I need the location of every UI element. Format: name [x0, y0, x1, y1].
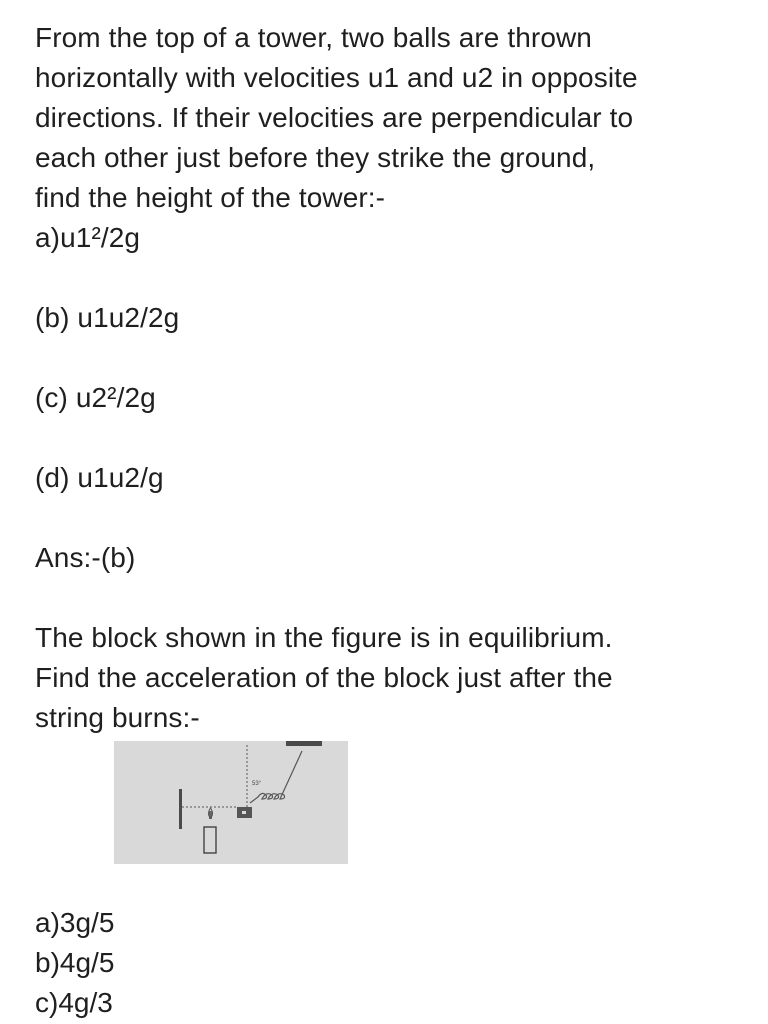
- block-marking: [242, 811, 246, 814]
- question-2-option-c: c)4g/3: [35, 987, 113, 1018]
- question-1-option-b: (b) u1u2/2g: [35, 302, 180, 333]
- question-2-line-2: Find the acceleration of the block just after the: [35, 662, 613, 693]
- question-1-option-d: (d) u1u2/g: [35, 462, 164, 493]
- question-1-line-1: From the top of a tower, two balls are thrown: [35, 22, 592, 53]
- angle-label: 53°: [252, 781, 262, 787]
- question-1-answer: Ans:-(b): [35, 542, 136, 573]
- question-2-line-3: string burns:-: [35, 702, 200, 733]
- question-1-option-a: a)u1²/2g: [35, 222, 141, 253]
- document-body: [35, 18, 735, 738]
- ceiling-support: [286, 741, 322, 746]
- question-1-line-4: each other just before they strike the ground,: [35, 142, 596, 173]
- equilibrium-figure: [114, 741, 348, 864]
- wall: [179, 789, 182, 829]
- question-2-text: [35, 618, 735, 738]
- question-2-options: [35, 903, 114, 1023]
- question-2-line-1: The block shown in the figure is in equilibrium.: [35, 622, 613, 653]
- question-1-option-c: (c) u2²/2g: [35, 382, 156, 413]
- question-2-option-a: a)3g/5: [35, 907, 115, 938]
- candle-body: [204, 827, 216, 853]
- equilibrium-diagram: [114, 741, 348, 864]
- question-1-line-2: horizontally with velocities u1 and u2 in opposite: [35, 62, 638, 93]
- figure-background: [114, 741, 348, 864]
- question-1-line-5: find the height of the tower:-: [35, 182, 386, 213]
- question-1-line-3: directions. If their velocities are perpendicular to: [35, 102, 634, 133]
- question-1-text: [35, 18, 735, 218]
- question-2-option-b: b)4g/5: [35, 947, 115, 978]
